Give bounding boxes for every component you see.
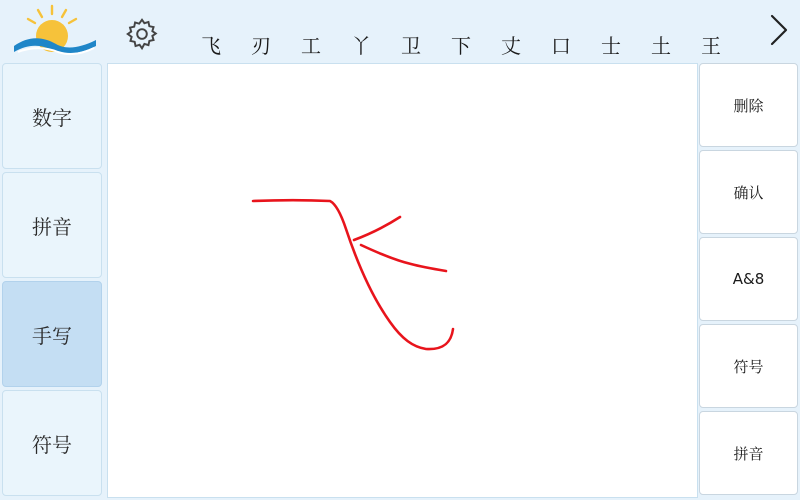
pinyin-button[interactable]: 拼音 [699,411,798,495]
mode-handwriting-button[interactable]: 手写 [2,281,102,387]
stroke-3 [361,245,446,271]
sun-wave-logo [8,2,100,60]
action-panel [699,63,798,498]
candidate-1[interactable]: 飞 [201,34,221,58]
alphanumeric-button[interactable]: A&8 [699,237,798,321]
delete-button[interactable]: 删除 [699,63,798,147]
candidate-10[interactable]: 土 [651,34,671,58]
top-bar [0,0,800,62]
symbol-button[interactable]: 符号 [699,324,798,408]
candidate-7[interactable]: 丈 [501,34,521,58]
candidate-9[interactable]: 士 [601,34,621,58]
input-mode-panel [2,63,102,499]
mode-pinyin-button[interactable]: 拼音 [2,172,102,278]
stroke-1 [253,200,453,349]
candidate-8[interactable]: 口 [551,34,571,58]
mode-symbol-button[interactable]: 符号 [2,390,102,496]
stroke-2 [354,217,400,240]
candidate-5[interactable]: 卫 [401,34,421,58]
chevron-right-icon[interactable] [762,10,794,50]
handwriting-strokes [108,64,697,497]
candidate-11[interactable]: 王 [701,34,721,58]
confirm-button[interactable]: 确认 [699,150,798,234]
gear-icon[interactable] [124,16,160,52]
mode-numeric-button[interactable]: 数字 [2,63,102,169]
candidate-3[interactable]: 工 [301,34,321,58]
candidate-4[interactable]: 丫 [351,34,371,58]
handwriting-canvas[interactable] [107,63,698,498]
candidate-bar [186,30,736,62]
candidate-6[interactable]: 下 [451,34,471,58]
candidate-2[interactable]: 刃 [251,34,271,58]
